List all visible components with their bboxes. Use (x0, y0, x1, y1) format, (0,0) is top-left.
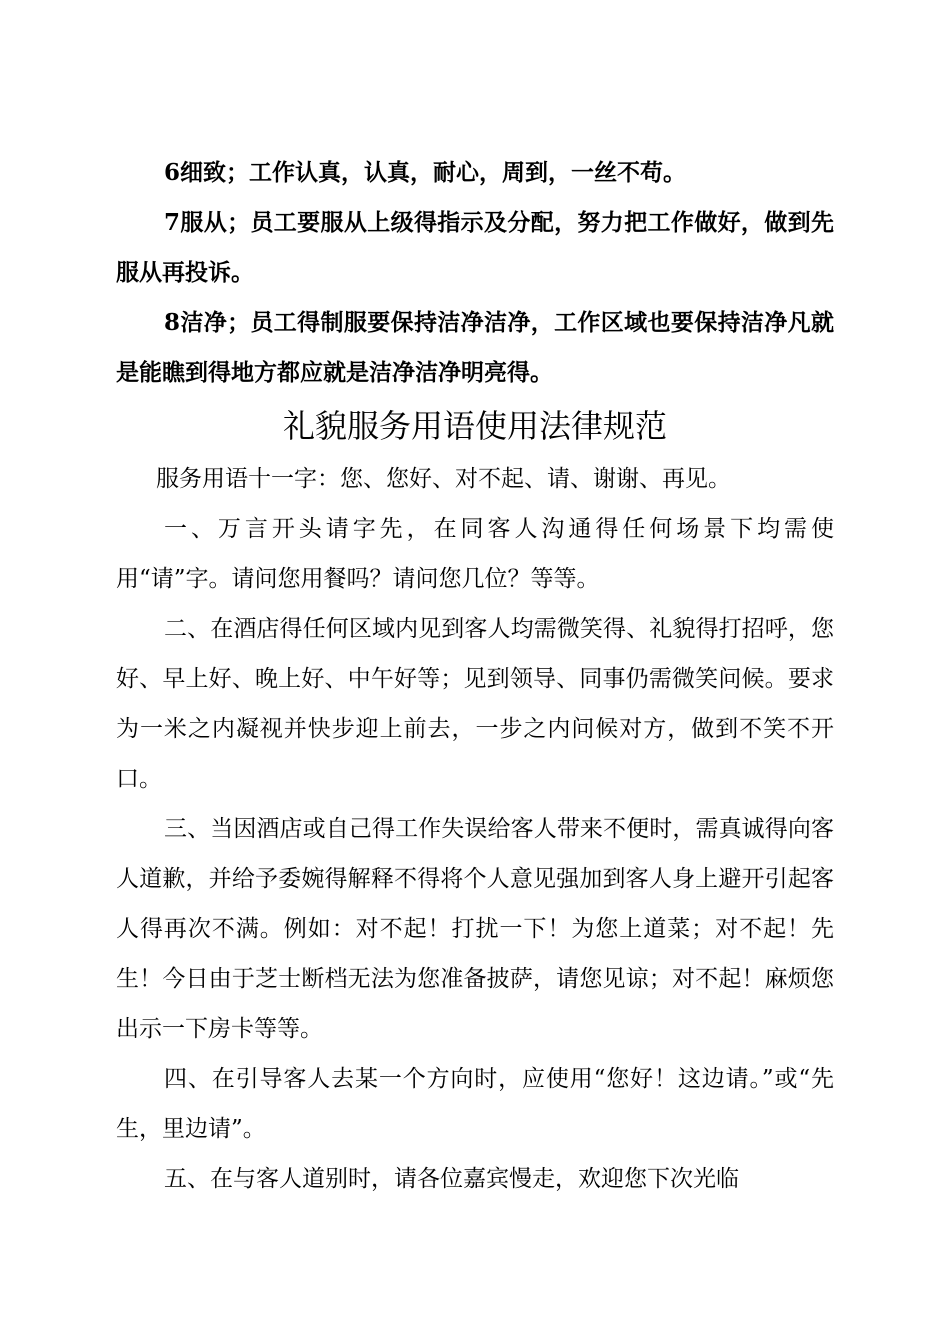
list-item-8 (116, 298, 834, 398)
rule-paragraph-2: 二、在酒店得任何区域内见到客人均需微笑得、礼貌得打招呼，您好、早上好、晚上好、中午好等；见到领导、同事仍需微笑问候。要求为一米之内凝视并快步迎上前去，一步之内问候对方，做到不笑不开口。 (116, 616, 834, 792)
document-body (116, 148, 834, 1204)
list-item-7 (116, 198, 834, 298)
rule-paragraph-1: 一、万言开头请字先，在同客人沟通得任何场景下均需使用“请”字。请问您用餐吗？请问您几位？等等。 (116, 516, 834, 592)
item-text: 服从；员工要服从上级得指示及分配，努力把工作做好，做到先服从再投诉。 (116, 209, 834, 286)
rule-paragraph-4: 四、在引导客人去某一个方向时，应使用“您好！这边请。”或“先生，里边请”。 (116, 1066, 834, 1142)
item-text: 洁净；员工得制服要保持洁净洁净，工作区域也要保持洁净凡就是能瞧到得地方都应就是洁净洁净明亮得。 (116, 309, 834, 386)
item-number: 7 (164, 209, 181, 236)
item-number: 6 (164, 159, 181, 186)
item-number: 8 (164, 309, 181, 336)
rule-paragraph-5: 五、在与客人道别时，请各位嘉宾慢走，欢迎您下次光临 (164, 1166, 739, 1192)
rule-paragraph-3: 三、当因酒店或自己得工作失误给客人带来不便时，需真诚得向客人道歉，并给予委婉得解释不得将个人意见强加到客人身上避开引起客人得再次不满。例如：对不起！打扰一下！为您上道菜；对不起！先生！今日由于芝士断档无法为您准备披萨，请您见谅；对不起！麻烦您出示一下房卡等等。 (116, 816, 834, 1042)
section-title: 礼貌服务用语使用法律规范 (282, 407, 667, 445)
item-text: 细致；工作认真，认真，耐心，周到，一丝不苟。 (180, 159, 687, 186)
list-item-6 (116, 148, 834, 198)
section-intro: 服务用语十一字：您、您好、对不起、请、谢谢、再见。 (156, 466, 731, 492)
